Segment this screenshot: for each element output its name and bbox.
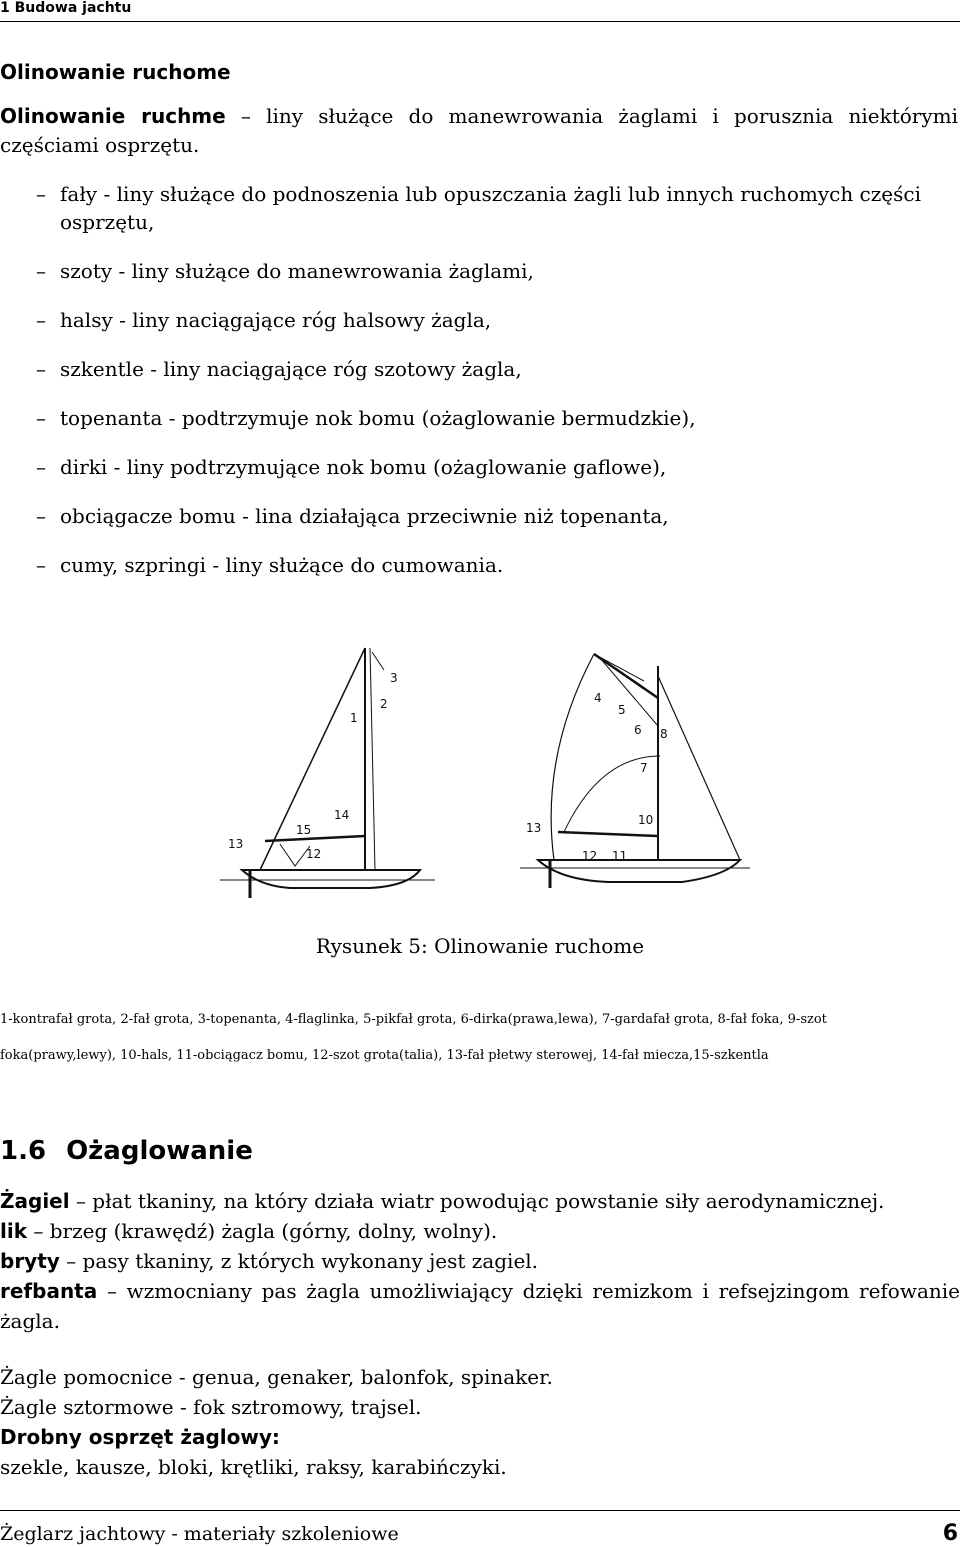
fig-label: 13 — [228, 837, 244, 851]
list-item: – halsy - liny naciągające róg halsowy żagla, — [36, 306, 958, 334]
definition-text: – pasy tkaniny, z których wykonany jest zagiel. — [59, 1249, 539, 1273]
list-item: – obciągacze bomu - lina działająca przeciwnie niż topenanta, — [36, 502, 958, 530]
small-gear-line: szekle, kausze, bloki, krętliki, raksy, karabińczyki. — [0, 1455, 507, 1479]
definition-row — [0, 1216, 960, 1246]
list-item: – szkentle - liny naciągające róg szotowy żagla, — [36, 355, 958, 383]
definition-row — [0, 1186, 960, 1216]
fig-label: 12 — [582, 849, 598, 863]
definition-row — [0, 1246, 960, 1276]
fig-label: 4 — [594, 691, 602, 705]
left-halyard — [370, 648, 375, 870]
subsection-title: Olinowanie ruchome — [0, 60, 231, 84]
left-hull — [242, 870, 420, 888]
aux-sails-line: Żagle pomocnice - genua, genaker, balonfok, spinaker. — [0, 1365, 553, 1389]
definitions-block — [0, 1186, 960, 1336]
fig-label: 8 — [660, 727, 668, 741]
list-item: – dirki - liny podtrzymujące nok bomu (ożaglowanie gaflowe), — [36, 453, 958, 481]
figure-legend — [0, 1002, 960, 1074]
definition-term: Żagiel — [0, 1189, 70, 1213]
fig-label: 5 — [618, 703, 626, 717]
list-item: – szoty - liny służące do manewrowania żaglami, — [36, 257, 958, 285]
fig-label: 10 — [638, 813, 654, 827]
section-heading — [0, 1136, 253, 1166]
page-footer — [0, 1523, 960, 1545]
section-number: 1.6 — [0, 1136, 47, 1166]
left-topping-lift — [372, 652, 384, 670]
definition-text: – płat tkaniny, na który działa wiatr powodując powstanie siły aerodynamicznej. — [69, 1189, 885, 1213]
definition-term: lik — [0, 1219, 28, 1243]
running-header: 1 Budowa jachtu — [0, 0, 132, 16]
fig-label: 13 — [526, 821, 542, 835]
right-boat-drawing — [520, 654, 750, 888]
definition-text: – wzmocniany pas żagla umożliwiający dzięki remizkom i refsejzingom refowanie żagla. — [0, 1279, 960, 1333]
legend-line: 1-kontrafał grota, 2-fał grota, 3-topenanta, 4-flaglinka, 5-pikfał grota, 6-dirka(prawa,lewa), 7-gardafał grota, 8-fał foka, 9-szot — [0, 1012, 827, 1027]
figure-caption: Rysunek 5: Olinowanie ruchome — [315, 934, 645, 958]
left-boom — [265, 836, 365, 841]
right-forestay — [658, 676, 740, 860]
fig-label: 6 — [634, 723, 642, 737]
left-boat-drawing — [220, 648, 435, 898]
fig-label: 11 — [612, 849, 628, 863]
running-rigging-list — [36, 180, 958, 600]
fig-label: 3 — [390, 671, 398, 685]
footer-title: Żeglarz jachtowy - materiały szkoleniowe — [0, 1523, 399, 1545]
footer-rule — [0, 1510, 960, 1511]
right-sail-leech — [551, 654, 594, 860]
page-number: 6 — [942, 1521, 958, 1546]
right-hull — [538, 860, 740, 882]
right-boom — [558, 832, 658, 836]
header-rule — [0, 21, 960, 22]
small-gear-heading: Drobny osprzęt żaglowy: — [0, 1425, 280, 1449]
rigging-figure — [220, 636, 760, 906]
list-item: – cumy, szpringi - liny służące do cumowania. — [36, 551, 958, 579]
definition-term: refbanta — [0, 1279, 98, 1303]
fig-label: 2 — [380, 697, 388, 711]
list-item: – topenanta - podtrzymuje nok bomu (ożaglowanie bermudzkie), — [36, 404, 958, 432]
fig-label: 7 — [640, 761, 648, 775]
definition-term: bryty — [0, 1249, 60, 1273]
list-item: – fały - liny służące do podnoszenia lub opuszczania żagli lub innych ruchomych części osprzętu, — [36, 180, 958, 236]
right-gaff — [594, 654, 658, 698]
section-title: Ożaglowanie — [66, 1136, 253, 1166]
definition-text: – brzeg (krawędź) żagla (górny, dolny, wolny). — [27, 1219, 498, 1243]
intro-text: – liny służące do manewrowania żaglami i porusznia niektórymi częściami osprzętu. — [0, 104, 959, 157]
intro-term: Olinowanie ruchme — [0, 104, 226, 128]
fig-label: 14 — [334, 808, 350, 822]
legend-line: foka(prawy,lewy), 10-hals, 11-obciągacz bomu, 12-szot grota(talia), 13-fał płetwy sterowej, 14-fał miecza,15-szkentla — [0, 1048, 769, 1063]
sails-block — [0, 1362, 960, 1482]
intro-paragraph — [0, 102, 958, 160]
fig-label: 12 — [306, 847, 322, 861]
fig-label: 1 — [350, 711, 358, 725]
definition-row — [0, 1276, 960, 1336]
fig-label: 15 — [296, 823, 312, 837]
storm-sails-line: Żagle sztormowe - fok sztromowy, trajsel. — [0, 1395, 422, 1419]
